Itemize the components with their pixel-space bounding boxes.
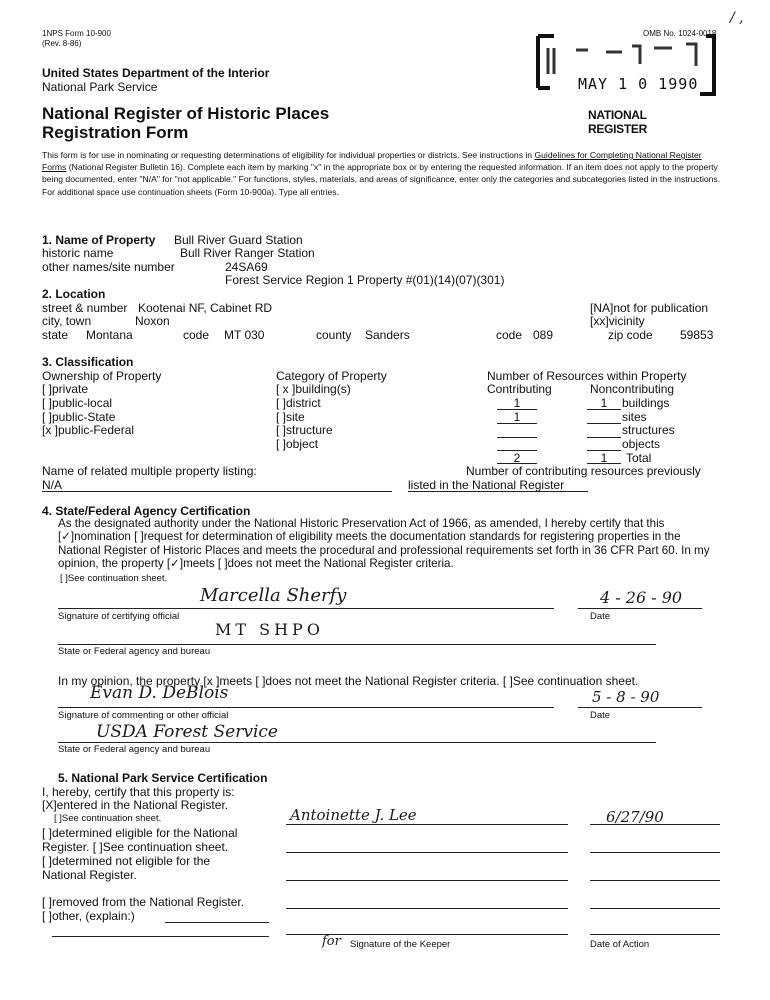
section-4-heading: 4. State/Federal Agency Certification (42, 504, 251, 518)
ownership-public-federal: [x ]public-Federal (42, 423, 135, 437)
intro-paragraph: This form is for use in nominating or requesting determinations of eligibility for individual properties or districts. See instructions in Guidelines for Completing National Register Forms (National Register Bulletin 16). Complete each item by marking "x" in the appropriate box or by entering the requested information. If an item does not apply to the property being documented, enter "N/A" for "not applicable." For functions, styles, materials, and areas of significance, enter only the categories and subcategories listed in the instructions. For additional space use continuation sheets (Form 10-900a). Type all entries. (42, 150, 721, 197)
street-value: Kootenai NF, Cabinet RD (138, 301, 273, 315)
category-object: [ ]object (276, 437, 319, 451)
category-buildings: [ x ]building(s) (276, 382, 351, 396)
omb-number: OMB No. 1024-0018 (643, 29, 717, 38)
corner-mark: / , (730, 10, 744, 26)
section-2-heading: 2. Location (42, 287, 106, 301)
certification-text: As the designated authority under the National Historic Preservation Act of 1966, as amended, I hereby certify that this [✓]nomination [ ]request for determination of eligibility meets the documentation standards for registering properties in the National Register of Historic Places and meets the procedural and professional requirements set forth in 36 CFR Part 60. In my opinion, the property [✓]meets [ ]does not meet the National Register criteria. (58, 517, 710, 571)
keeper-signature: Antoinette J. Lee (290, 806, 417, 824)
other-names-value: 24SA69 (225, 260, 268, 274)
date-label-2: Date (590, 710, 611, 721)
resource-type-objects: objects (622, 437, 661, 451)
county-code-label: code (496, 328, 523, 342)
eligible-option-line-1: [ ]determined eligible for the National (42, 826, 238, 840)
certifying-signature-label: Signature of certifying official (58, 611, 180, 622)
entered-option: [X]entered in the National Register. (42, 798, 229, 812)
commenting-date: 5 - 8 - 90 (592, 688, 660, 706)
category-site: [ ]site (276, 410, 305, 424)
category-heading: Category of Property (276, 369, 387, 383)
keeper-date: 6/27/90 (606, 808, 664, 826)
certifying-date: 4 - 26 - 90 (600, 588, 683, 607)
previously-listed-line-1: Number of contributing resources previously (466, 464, 701, 478)
eligible-option-line-2: Register. [ ]See continuation sheet. (42, 840, 229, 854)
stamp-national: NATIONAL (588, 108, 647, 122)
ownership-private: [ ]private (42, 382, 89, 396)
resources-heading: Number of Resources within Property (487, 369, 687, 383)
not-eligible-option-line-1: [ ]determined not eligible for the (42, 854, 211, 868)
keeper-signature-label: Signature of the Keeper (350, 939, 451, 950)
category-structure: [ ]structure (276, 423, 333, 437)
stamp-register: REGISTER (588, 122, 647, 136)
department-name: United States Department of the Interior (42, 66, 270, 80)
ownership-public-local: [ ]public-local (42, 396, 113, 410)
other-names-value-2: Forest Service Region 1 Property #(01)(14)(07)(301) (225, 273, 505, 287)
county-label: county (316, 328, 352, 342)
agency-label-2: State or Federal agency and bureau (58, 744, 211, 755)
removed-option: [ ]removed from the National Register. (42, 895, 245, 909)
zip-value: 59853 (680, 328, 714, 342)
resource-type-sites: sites (622, 410, 647, 424)
date-label-1: Date (590, 611, 611, 622)
state-code-value: MT 030 (224, 328, 265, 342)
state-code-label: code (183, 328, 210, 342)
noncontributing-label: Noncontributing (590, 382, 675, 396)
stamp-date: MAY 1 0 1990 (578, 75, 699, 93)
form-title: National Register of Historic Places (42, 104, 330, 123)
contributing-total: 2 (513, 451, 521, 465)
service-name: National Park Service (42, 80, 158, 94)
certifying-agency: MT SHPO (215, 620, 324, 639)
agency-label-1: State or Federal agency and bureau (58, 646, 211, 657)
category-district: [ ]district (276, 396, 321, 410)
multiple-property-label: Name of related multiple property listing: (42, 464, 257, 478)
section-5-heading: 5. National Park Service Certification (58, 771, 268, 785)
historic-name-value: Bull River Ranger Station (180, 246, 315, 260)
commenting-agency: USDA Forest Service (96, 722, 278, 742)
not-eligible-option-line-2: National Register. (42, 868, 137, 882)
not-for-publication: [NA]not for publication (590, 301, 709, 315)
nps-intro: I, hereby, certify that this property is: (42, 785, 235, 799)
state-label: state (42, 328, 69, 342)
state-value: Montana (86, 328, 133, 342)
section-3-heading: 3. Classification (42, 355, 134, 369)
vicinity-field: [xx]vicinity (590, 314, 645, 328)
continuation-sheet-1: [ ]See continuation sheet. (60, 573, 168, 584)
ownership-public-state: [ ]public-State (42, 410, 116, 424)
county-value: Sanders (365, 328, 410, 342)
multiple-property-value: N/A (42, 478, 63, 492)
for-mark: for (322, 934, 341, 949)
noncontributing-total: 1 (600, 451, 608, 465)
contributing-sites: 1 (513, 410, 521, 424)
county-code-value: 089 (533, 328, 554, 342)
property-name-value: Bull River Guard Station (174, 233, 303, 247)
zip-label: zip code (608, 328, 653, 342)
opinion-line: In my opinion, the property [x ]meets [ ]does not meet the National Register criteria. [ ]See continuation sheet. (58, 674, 639, 688)
resource-type-structures: structures (622, 423, 675, 437)
other-names-label: other names/site number (42, 260, 175, 274)
contributing-label: Contributing (487, 382, 552, 396)
resource-type-total: Total (626, 451, 652, 465)
resource-type-buildings: buildings (622, 396, 670, 410)
date-of-action-label: Date of Action (590, 939, 650, 950)
form-number: 1NPS Form 10-900 (42, 29, 111, 38)
continuation-sheet-2: [ ]See continuation sheet. (54, 813, 162, 824)
historic-name-label: historic name (42, 246, 114, 260)
contributing-buildings: 1 (513, 396, 521, 410)
ownership-heading: Ownership of Property (42, 369, 162, 383)
form-revision: (Rev. 8-86) (42, 39, 82, 48)
city-value: Noxon (135, 314, 170, 328)
section-1-heading: 1. Name of Property (42, 233, 156, 247)
city-label: city, town (42, 314, 92, 328)
street-label: street & number (42, 301, 128, 315)
previously-listed-line-2: listed in the National Register (408, 478, 565, 492)
commenting-signature: Evan D. DeBlois (90, 683, 229, 703)
guidelines-link[interactable]: Guidelines for Completing National Register Forms (42, 150, 702, 173)
noncontributing-buildings: 1 (600, 396, 608, 410)
commenting-signature-label: Signature of commenting or other official (58, 710, 229, 721)
form-subtitle: Registration Form (42, 123, 189, 142)
other-option: [ ]other, (explain:) (42, 909, 135, 923)
certifying-signature: Marcella Sherfy (200, 585, 347, 606)
